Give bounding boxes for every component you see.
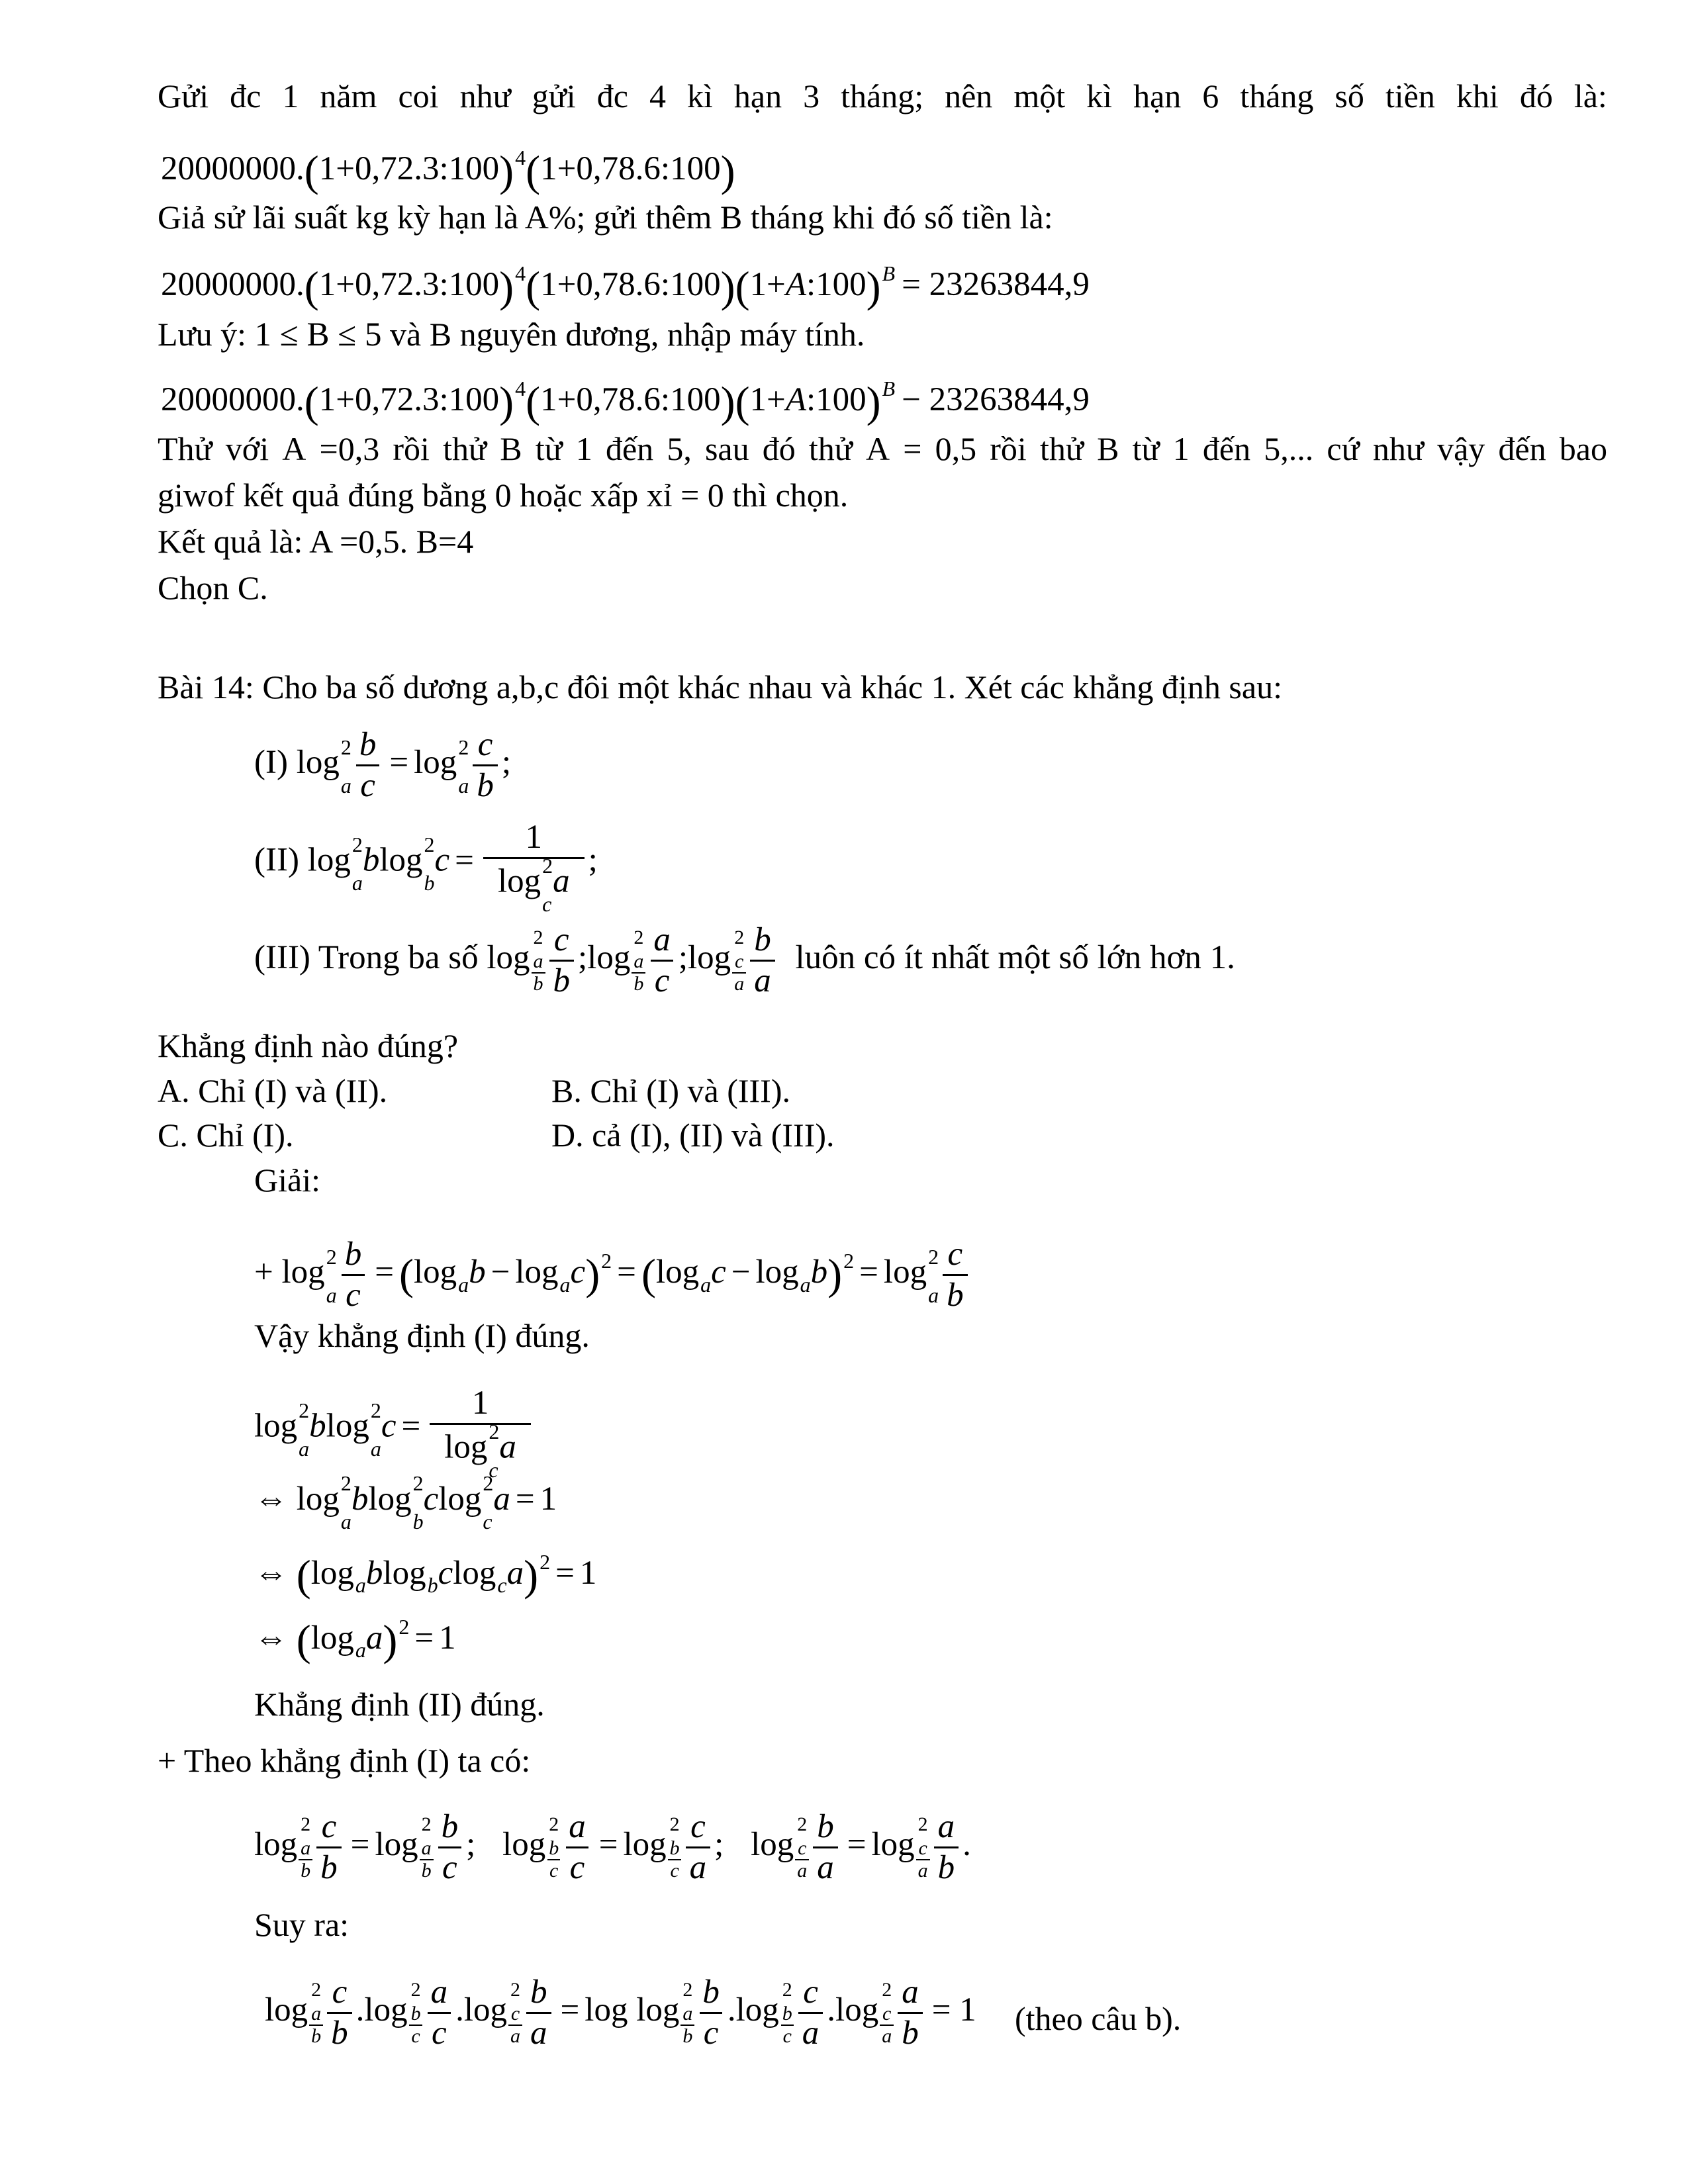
- word: sau: [704, 430, 749, 467]
- word: vậy: [1437, 430, 1485, 467]
- option-b: B. Chỉ (I) và (III).: [551, 1072, 790, 1109]
- word: A: [282, 430, 306, 467]
- question: Khẳng định nào đúng?: [158, 1027, 459, 1064]
- word: rồi: [990, 430, 1027, 467]
- word: 0,5: [935, 430, 977, 467]
- word: đc: [230, 77, 261, 114]
- word: như: [1372, 430, 1424, 467]
- proof-II-step1: ⇔ log 2 a blog 2 b clog 2 c a = 1: [254, 1471, 557, 1534]
- word: 6: [1202, 77, 1219, 114]
- word: =: [903, 430, 922, 467]
- statement-II: (II) log 2 a blog 2 b c = 1 log 2 c a ;: [254, 819, 598, 916]
- word: đó: [762, 430, 796, 467]
- word: kì: [686, 77, 713, 114]
- word: 5,: [667, 430, 692, 467]
- word: đến: [1202, 430, 1251, 467]
- word: nên: [945, 77, 993, 114]
- word: thử: [808, 430, 853, 467]
- proof-II-step3: ⇔ (log a a)$^2$ = 1: [254, 1615, 456, 1665]
- suy-ra: Suy ra:: [254, 1906, 350, 1943]
- word: Thử: [158, 430, 212, 467]
- para-intro: [158, 76, 1607, 116]
- bai14-title: Bài 14: Cho ba số dương a,b,c đôi một khác nhau và khác 1. Xét các khẳng định sau:: [158, 668, 1282, 705]
- proof-II-step2: ⇔ (log a blog b clog c a)$^2$ = 1: [254, 1550, 597, 1600]
- vay-I: Vậy khẳng định (I) đúng.: [254, 1317, 590, 1354]
- word: với: [225, 430, 269, 467]
- theo-I: + Theo khẳng định (I) ta có:: [158, 1742, 531, 1779]
- identities-row: log 2 a b $\frac{c}{b}$ = log 2 a b $\frac{b}{c}$ ; log 2 b c $\frac{a}{c}$ = log 2 b c $\frac{c}{a}$ ; log 2 c a $\frac{b}{a}$ = log 2 c a $\frac{a}{b}$ .: [254, 1808, 971, 1886]
- word: 1: [282, 77, 299, 114]
- word: hạn: [733, 77, 782, 114]
- word: từ: [1132, 430, 1160, 467]
- word: gửi: [532, 77, 576, 114]
- line-ket-qua: Kết quả là: A =0,5. B=4: [158, 523, 474, 560]
- word: kì: [1086, 77, 1113, 114]
- word: năm: [320, 77, 377, 114]
- word: rồi: [393, 430, 430, 467]
- word: đến: [605, 430, 654, 467]
- word: đc: [596, 77, 628, 114]
- word: A: [866, 430, 890, 467]
- word: số: [1335, 77, 1364, 114]
- word: là:: [1573, 77, 1607, 114]
- word: hạn: [1133, 77, 1182, 114]
- word: khi: [1456, 77, 1499, 114]
- khang-dinh-II: Khẳng định (II) đúng.: [254, 1686, 545, 1723]
- proof-I: + log 2 a $\frac{b}{c}$ = (log a b − log a c)$^2$ = (log a c − log a b)$^2$ = log 2 a $\frac{c}{b}$: [254, 1238, 972, 1312]
- word: bao: [1559, 430, 1607, 467]
- formula-3: 20000000.(1+0,72.3:100)$^4$(1+0,78.6:100)(1+A:100)$^B$ − 23263844,9: [161, 377, 1090, 427]
- option-a: A. Chỉ (I) và (II).: [158, 1072, 388, 1109]
- statement-I: (I) log 2 a $\frac{b}{c}$ = log 2 a $\frac{c}{b}$ ;: [254, 726, 511, 804]
- theo-cau-b: (theo câu b).: [1015, 2000, 1182, 2037]
- word: đó: [1519, 77, 1553, 114]
- line-gia-su: Giả sử lãi suất kg kỳ hạn là A%; gửi thêm B tháng khi đó số tiền là:: [158, 199, 1053, 236]
- word: =0,3: [319, 430, 380, 467]
- word: 3: [803, 77, 820, 114]
- word: thử: [443, 430, 487, 467]
- option-c: C. Chỉ (I).: [158, 1116, 294, 1154]
- word: coi: [398, 77, 439, 114]
- option-d: D. cả (I), (II) và (III).: [551, 1116, 835, 1154]
- statement-III: (III) Trong ba số log 2 a b $\frac{c}{b}$ ;log 2 a b $\frac{a}{c}$ ;log 2 c a $\frac{b}{a}$ luôn có ít nhất một số lớn hơn 1.: [254, 921, 1235, 999]
- formula-2: 20000000.(1+0,72.3:100)$^4$(1+0,78.6:100)(1+A:100)$^B$ = 23263844,9: [161, 261, 1090, 312]
- giai-label: Giải:: [254, 1161, 320, 1199]
- line-giwof: giwof kết quả đúng bằng 0 hoặc xấp xỉ = 0 thì chọn.: [158, 477, 849, 514]
- word: B: [500, 430, 522, 467]
- formula-1: 20000000.(1+0,72.3:100)$^4$(1+0,78.6:100): [161, 146, 735, 196]
- line-luu-y: Lưu ý: 1 ≤ B ≤ 5 và B nguyên dương, nhập máy tính.: [158, 316, 865, 353]
- word: tháng;: [841, 77, 924, 114]
- word: từ: [535, 430, 563, 467]
- word: tiền: [1385, 77, 1435, 114]
- final-product: log 2 a b $\frac{c}{b}$ .log 2 b c $\frac{a}{c}$ .log 2 c a $\frac{b}{a}$ = log log 2 a b $\frac{b}{c}$ .log 2 b c $\frac{c}{a}$ .log 2 c a $\frac{a}{b}$ = 1: [265, 1974, 976, 2052]
- word: cứ: [1327, 430, 1360, 467]
- para-thu: [158, 429, 1607, 469]
- proof-II-eq: log 2 a blog 2 a c = 1 log 2 c a: [254, 1387, 535, 1471]
- line-chon: Chọn C.: [158, 569, 268, 606]
- word: đến: [1498, 430, 1546, 467]
- word: một: [1013, 77, 1066, 114]
- word: tháng: [1240, 77, 1314, 114]
- word: như: [459, 77, 511, 114]
- word: 1: [575, 430, 592, 467]
- word: 4: [649, 77, 666, 114]
- word: 1: [1172, 430, 1190, 467]
- word: B: [1097, 430, 1119, 467]
- word: thử: [1039, 430, 1084, 467]
- word: Gửi: [158, 77, 209, 114]
- word: 5,...: [1264, 430, 1314, 467]
